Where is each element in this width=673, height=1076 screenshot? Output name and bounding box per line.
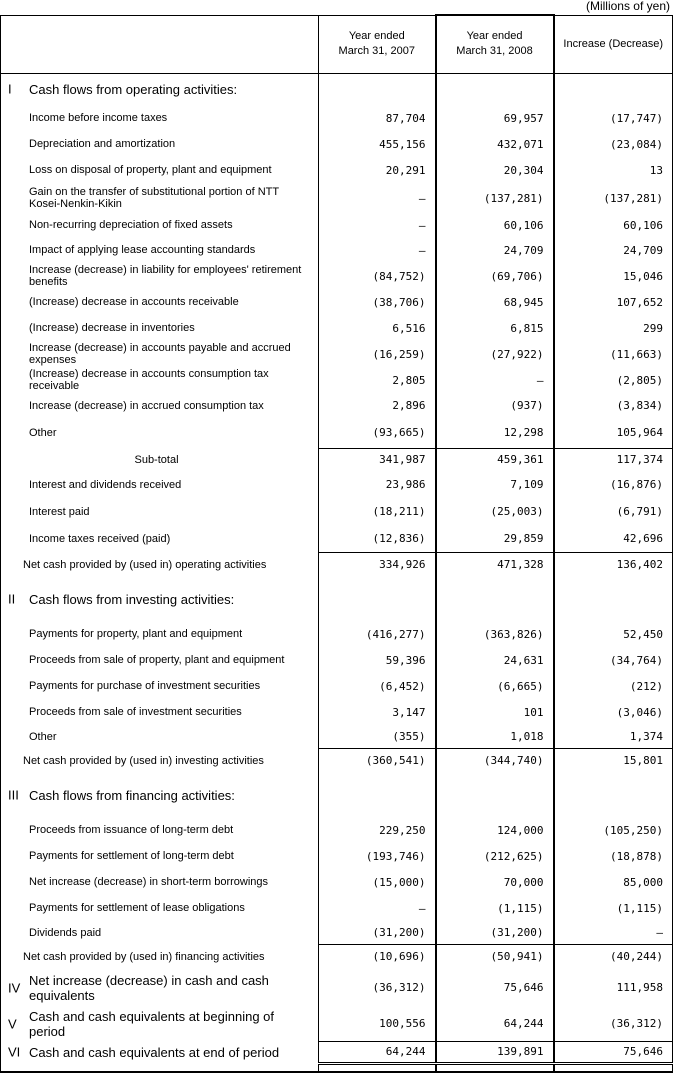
value-2007 — [319, 773, 436, 817]
header-year-2007-line2: March 31, 2007 — [338, 45, 415, 57]
value-delta: (2,805) — [616, 373, 663, 387]
label-cell — [1, 157, 319, 183]
label-cell — [1, 552, 319, 577]
row-numeral: III — [8, 787, 19, 803]
table-row — [1, 1041, 673, 1063]
table-row — [1, 647, 673, 673]
row-label: Depreciation and amortization — [29, 138, 176, 150]
value-2008: (25,003) — [436, 498, 554, 525]
unit-note: (Millions of yen) — [585, 0, 670, 13]
value-delta: 13 — [649, 163, 663, 177]
value-2007: 100,556 — [379, 1016, 426, 1030]
value-2007: 2,805 — [392, 373, 426, 387]
value-delta: 111,958 — [616, 981, 663, 994]
value-delta: (105,250) — [603, 823, 663, 837]
value-delta: 299 — [643, 321, 663, 335]
value-2007: (416,277) — [365, 627, 426, 641]
table-row — [1, 921, 673, 944]
value-2007: 59,396 — [385, 653, 426, 667]
value-2007: (15,000) — [372, 875, 426, 889]
value-delta: 105,964 — [616, 426, 663, 440]
value-delta — [554, 1063, 673, 1072]
value-2007: – — [418, 191, 426, 205]
value-2008: 68,945 — [436, 289, 554, 315]
row-label: (Increase) decrease in inventories — [29, 322, 195, 334]
table-row — [1, 748, 673, 773]
table-row — [1, 552, 673, 577]
table-row — [1, 525, 673, 552]
value-delta: 15,046 — [623, 269, 663, 283]
value-delta: (212) — [629, 679, 663, 693]
row-label: Interest and dividends received — [29, 478, 182, 491]
value-delta: (137,281) — [603, 191, 663, 205]
value-2008: (69,706) — [436, 263, 554, 289]
value-2008: 7,109 — [436, 471, 554, 498]
value-2007: 87,704 — [385, 111, 426, 125]
value-2008: 1,018 — [436, 725, 554, 748]
label-cell — [1, 673, 319, 699]
value-2007: 455,156 — [379, 137, 426, 151]
label-cell — [1, 748, 319, 773]
value-2007: (31,200) — [372, 925, 426, 939]
table-row — [1, 73, 673, 105]
table-row — [1, 418, 673, 448]
value-2008: 24,631 — [436, 647, 554, 673]
row-label: Net increase (decrease) in short-term borrowings — [29, 876, 269, 888]
row-label: Non-recurring depreciation of fixed assets — [29, 219, 233, 231]
table-row — [1, 869, 673, 895]
row-label: Net cash provided by (used in) investing activities — [23, 754, 264, 767]
table-row — [1, 393, 673, 418]
value-2007 — [319, 577, 436, 621]
value-2008: 69,957 — [436, 105, 554, 131]
value-delta: (6,791) — [616, 505, 663, 518]
value-2008: 471,328 — [436, 552, 554, 577]
value-2007 — [319, 73, 436, 105]
label-cell — [1, 969, 319, 1006]
value-2007: 20,291 — [385, 163, 426, 177]
value-2008: (31,200) — [436, 921, 554, 944]
value-2007: (16,259) — [372, 347, 426, 361]
label-cell — [1, 448, 319, 471]
row-label: Increase (decrease) in liability for employees' retirement benefits — [29, 264, 302, 288]
value-delta: (17,747) — [610, 111, 663, 125]
value-delta: 42,696 — [623, 531, 663, 545]
label-cell — [1, 699, 319, 725]
table-row — [1, 817, 673, 843]
value-2007: (84,752) — [372, 269, 426, 283]
value-2008: (1,115) — [436, 895, 554, 921]
value-2008: 60,106 — [436, 213, 554, 237]
table-row — [1, 157, 673, 183]
value-delta: (16,876) — [610, 478, 663, 491]
table-row — [1, 341, 673, 367]
label-cell — [1, 498, 319, 525]
label-cell — [1, 131, 319, 157]
label-cell — [1, 921, 319, 944]
value-2007: 3,147 — [392, 705, 426, 719]
table-row — [1, 213, 673, 237]
table-row — [1, 944, 673, 969]
row-label: Loss on disposal of property, plant and equipment — [29, 164, 272, 176]
row-numeral: IV — [8, 980, 21, 995]
header-year-2007 — [319, 15, 436, 73]
value-delta: (1,115) — [616, 901, 663, 915]
label-cell — [1, 1041, 319, 1063]
row-label: Net cash provided by (used in) financing activities — [23, 950, 265, 963]
value-2007: (12,836) — [372, 531, 426, 545]
value-delta: (23,084) — [610, 137, 663, 151]
value-2007: 341,987 — [319, 448, 436, 471]
label-cell — [1, 895, 319, 921]
table-row — [1, 621, 673, 647]
label-cell — [1, 725, 319, 748]
table-row — [1, 577, 673, 621]
row-label: Other — [29, 730, 57, 743]
table-row — [1, 263, 673, 289]
value-delta: 1,374 — [629, 729, 663, 743]
table-row — [1, 471, 673, 498]
value-2007: (360,541) — [319, 748, 436, 773]
value-2008: (363,826) — [436, 621, 554, 647]
row-label: Increase (decrease) in accounts payable and accrued expenses — [29, 342, 291, 366]
value-2008 — [436, 1063, 554, 1072]
row-label: Increase (decrease) in accrued consumption tax — [29, 399, 264, 412]
value-2008: (27,922) — [436, 341, 554, 367]
value-2008 — [436, 773, 554, 817]
label-cell — [1, 817, 319, 843]
row-label: Cash flows from operating activities: — [29, 81, 238, 97]
header-blank-cell — [1, 15, 319, 73]
label-cell — [1, 315, 319, 341]
row-label: Payments for property, plant and equipment — [29, 628, 243, 640]
value-2007: 2,896 — [392, 399, 426, 412]
value-2007: (6,452) — [379, 679, 426, 693]
header-year-2008 — [436, 15, 554, 73]
header-increase-decrease: Increase (Decrease) — [554, 15, 673, 73]
value-2008: 70,000 — [436, 869, 554, 895]
row-label: Cash and cash equivalents at beginning of period — [29, 1008, 275, 1039]
value-delta — [554, 773, 673, 817]
label-cell — [1, 621, 319, 647]
table-row — [1, 183, 673, 213]
value-2008: 459,361 — [436, 448, 554, 471]
label-cell — [1, 1006, 319, 1041]
value-2007: – — [418, 243, 426, 257]
row-label: (Increase) decrease in accounts consumption tax receivable — [29, 368, 269, 392]
table-row — [1, 237, 673, 263]
header-row — [1, 15, 673, 73]
label-cell — [1, 289, 319, 315]
value-2008: (937) — [436, 393, 554, 418]
row-numeral: V — [8, 1016, 17, 1031]
table-row — [1, 895, 673, 921]
table-row — [1, 131, 673, 157]
value-delta: 52,450 — [623, 627, 663, 641]
row-label: Income before income taxes — [29, 112, 168, 124]
row-label: Impact of applying lease accounting standards — [29, 244, 256, 256]
table-row — [1, 1063, 673, 1072]
value-2007: – — [418, 218, 426, 232]
header-year-2007-line1: Year ended — [348, 30, 405, 42]
value-delta: 15,801 — [554, 748, 673, 773]
value-delta: – — [656, 925, 663, 939]
label-cell — [1, 869, 319, 895]
row-label: Proceeds from sale of property, plant and equipment — [29, 654, 285, 666]
table-row — [1, 1006, 673, 1041]
value-2008: 6,815 — [436, 315, 554, 341]
label-cell — [1, 843, 319, 869]
row-label: Gain on the transfer of substitutional portion of NTT Kosei-Nenkin-Kikin — [29, 186, 279, 210]
table-row — [1, 725, 673, 748]
value-2007: (10,696) — [319, 944, 436, 969]
label-cell — [1, 393, 319, 418]
value-delta: 136,402 — [554, 552, 673, 577]
cash-flow-table — [0, 14, 673, 1073]
row-label: Payments for settlement of long-term debt — [29, 850, 234, 862]
value-delta: (40,244) — [554, 944, 673, 969]
value-2007: (38,706) — [372, 295, 426, 309]
value-2008 — [436, 577, 554, 621]
label-cell — [1, 944, 319, 969]
value-delta: (3,834) — [616, 399, 663, 412]
table-row — [1, 289, 673, 315]
header-year-2008-line2: March 31, 2008 — [456, 45, 533, 58]
value-2007: 64,244 — [319, 1041, 436, 1063]
row-label: Income taxes received (paid) — [29, 532, 171, 545]
value-2008: 124,000 — [436, 817, 554, 843]
value-2007: (193,746) — [365, 849, 426, 863]
label-cell — [1, 263, 319, 289]
value-2008: 12,298 — [436, 418, 554, 448]
value-delta: 60,106 — [623, 218, 663, 232]
label-cell — [1, 213, 319, 237]
row-label: Cash flows from investing activities: — [29, 591, 235, 607]
table-row — [1, 315, 673, 341]
value-delta: (11,663) — [610, 347, 663, 361]
label-cell — [1, 367, 319, 393]
value-2008: (137,281) — [436, 183, 554, 213]
value-2008: 64,244 — [436, 1006, 554, 1041]
label-cell — [1, 1063, 319, 1072]
value-2007: 6,516 — [392, 321, 426, 335]
value-2008: (50,941) — [436, 944, 554, 969]
table-row — [1, 843, 673, 869]
table-row — [1, 699, 673, 725]
label-cell — [1, 73, 319, 105]
table-row — [1, 773, 673, 817]
value-delta: 24,709 — [623, 243, 663, 257]
row-label: Other — [29, 427, 57, 439]
value-2007 — [319, 1063, 436, 1072]
row-label: Interest paid — [29, 505, 90, 518]
value-delta: 117,374 — [554, 448, 673, 471]
row-label: Dividends paid — [29, 926, 102, 939]
label-cell — [1, 237, 319, 263]
value-2007: (18,211) — [372, 505, 426, 518]
value-2008: 432,071 — [436, 131, 554, 157]
label-cell — [1, 105, 319, 131]
table-row — [1, 367, 673, 393]
value-delta: (34,764) — [610, 653, 663, 667]
label-cell — [1, 418, 319, 448]
value-delta: 75,646 — [554, 1041, 673, 1063]
value-delta: 107,652 — [616, 295, 663, 309]
row-label: Payments for settlement of lease obligations — [29, 902, 245, 914]
table-row — [1, 498, 673, 525]
value-2008: 75,646 — [436, 969, 554, 1006]
label-cell — [1, 577, 319, 621]
value-2008: 20,304 — [436, 157, 554, 183]
value-2008: 24,709 — [436, 237, 554, 263]
table-row — [1, 673, 673, 699]
label-cell — [1, 525, 319, 552]
table-row — [1, 969, 673, 1006]
row-label: Net cash provided by (used in) operating activities — [23, 558, 267, 571]
label-cell — [1, 183, 319, 213]
value-2007: (93,665) — [372, 426, 426, 440]
value-2007: 23,986 — [385, 478, 426, 491]
value-delta — [554, 73, 673, 105]
table-row — [1, 105, 673, 131]
value-2007: 334,926 — [319, 552, 436, 577]
value-delta: (3,046) — [616, 705, 663, 719]
value-2007: – — [418, 901, 426, 915]
row-label: (Increase) decrease in accounts receivable — [29, 296, 239, 308]
row-numeral: VI — [8, 1044, 21, 1060]
value-delta: 85,000 — [623, 875, 663, 889]
row-label: Sub-total — [134, 453, 179, 466]
value-2007: (355) — [392, 729, 426, 743]
label-cell — [1, 471, 319, 498]
value-2007: (36,312) — [372, 981, 426, 994]
row-label: Payments for purchase of investment securities — [29, 680, 261, 692]
table-row — [1, 448, 673, 471]
value-delta: (36,312) — [610, 1016, 663, 1030]
header-year-2008-line1: Year ended — [466, 30, 523, 43]
value-2008 — [436, 73, 554, 105]
row-numeral: II — [8, 591, 16, 607]
value-2008: (212,625) — [436, 843, 554, 869]
value-2008: 101 — [436, 699, 554, 725]
row-numeral: I — [8, 81, 12, 97]
value-2008: 29,859 — [436, 525, 554, 552]
row-label: Net increase (decrease) in cash and cash equivalents — [29, 972, 269, 1003]
label-cell — [1, 647, 319, 673]
value-2008: (6,665) — [436, 673, 554, 699]
value-2008: (344,740) — [436, 748, 554, 773]
row-label: Cash and cash equivalents at end of period — [29, 1044, 280, 1060]
row-label: Cash flows from financing activities: — [29, 787, 235, 803]
label-cell — [1, 341, 319, 367]
row-label: Proceeds from sale of investment securities — [29, 706, 242, 718]
value-2008: 139,891 — [436, 1041, 554, 1063]
label-cell — [1, 773, 319, 817]
value-2007: 229,250 — [379, 823, 426, 837]
value-delta: (18,878) — [610, 849, 663, 863]
value-2008: – — [436, 367, 554, 393]
value-delta — [554, 577, 673, 621]
row-label: Proceeds from issuance of long-term debt — [29, 824, 234, 836]
